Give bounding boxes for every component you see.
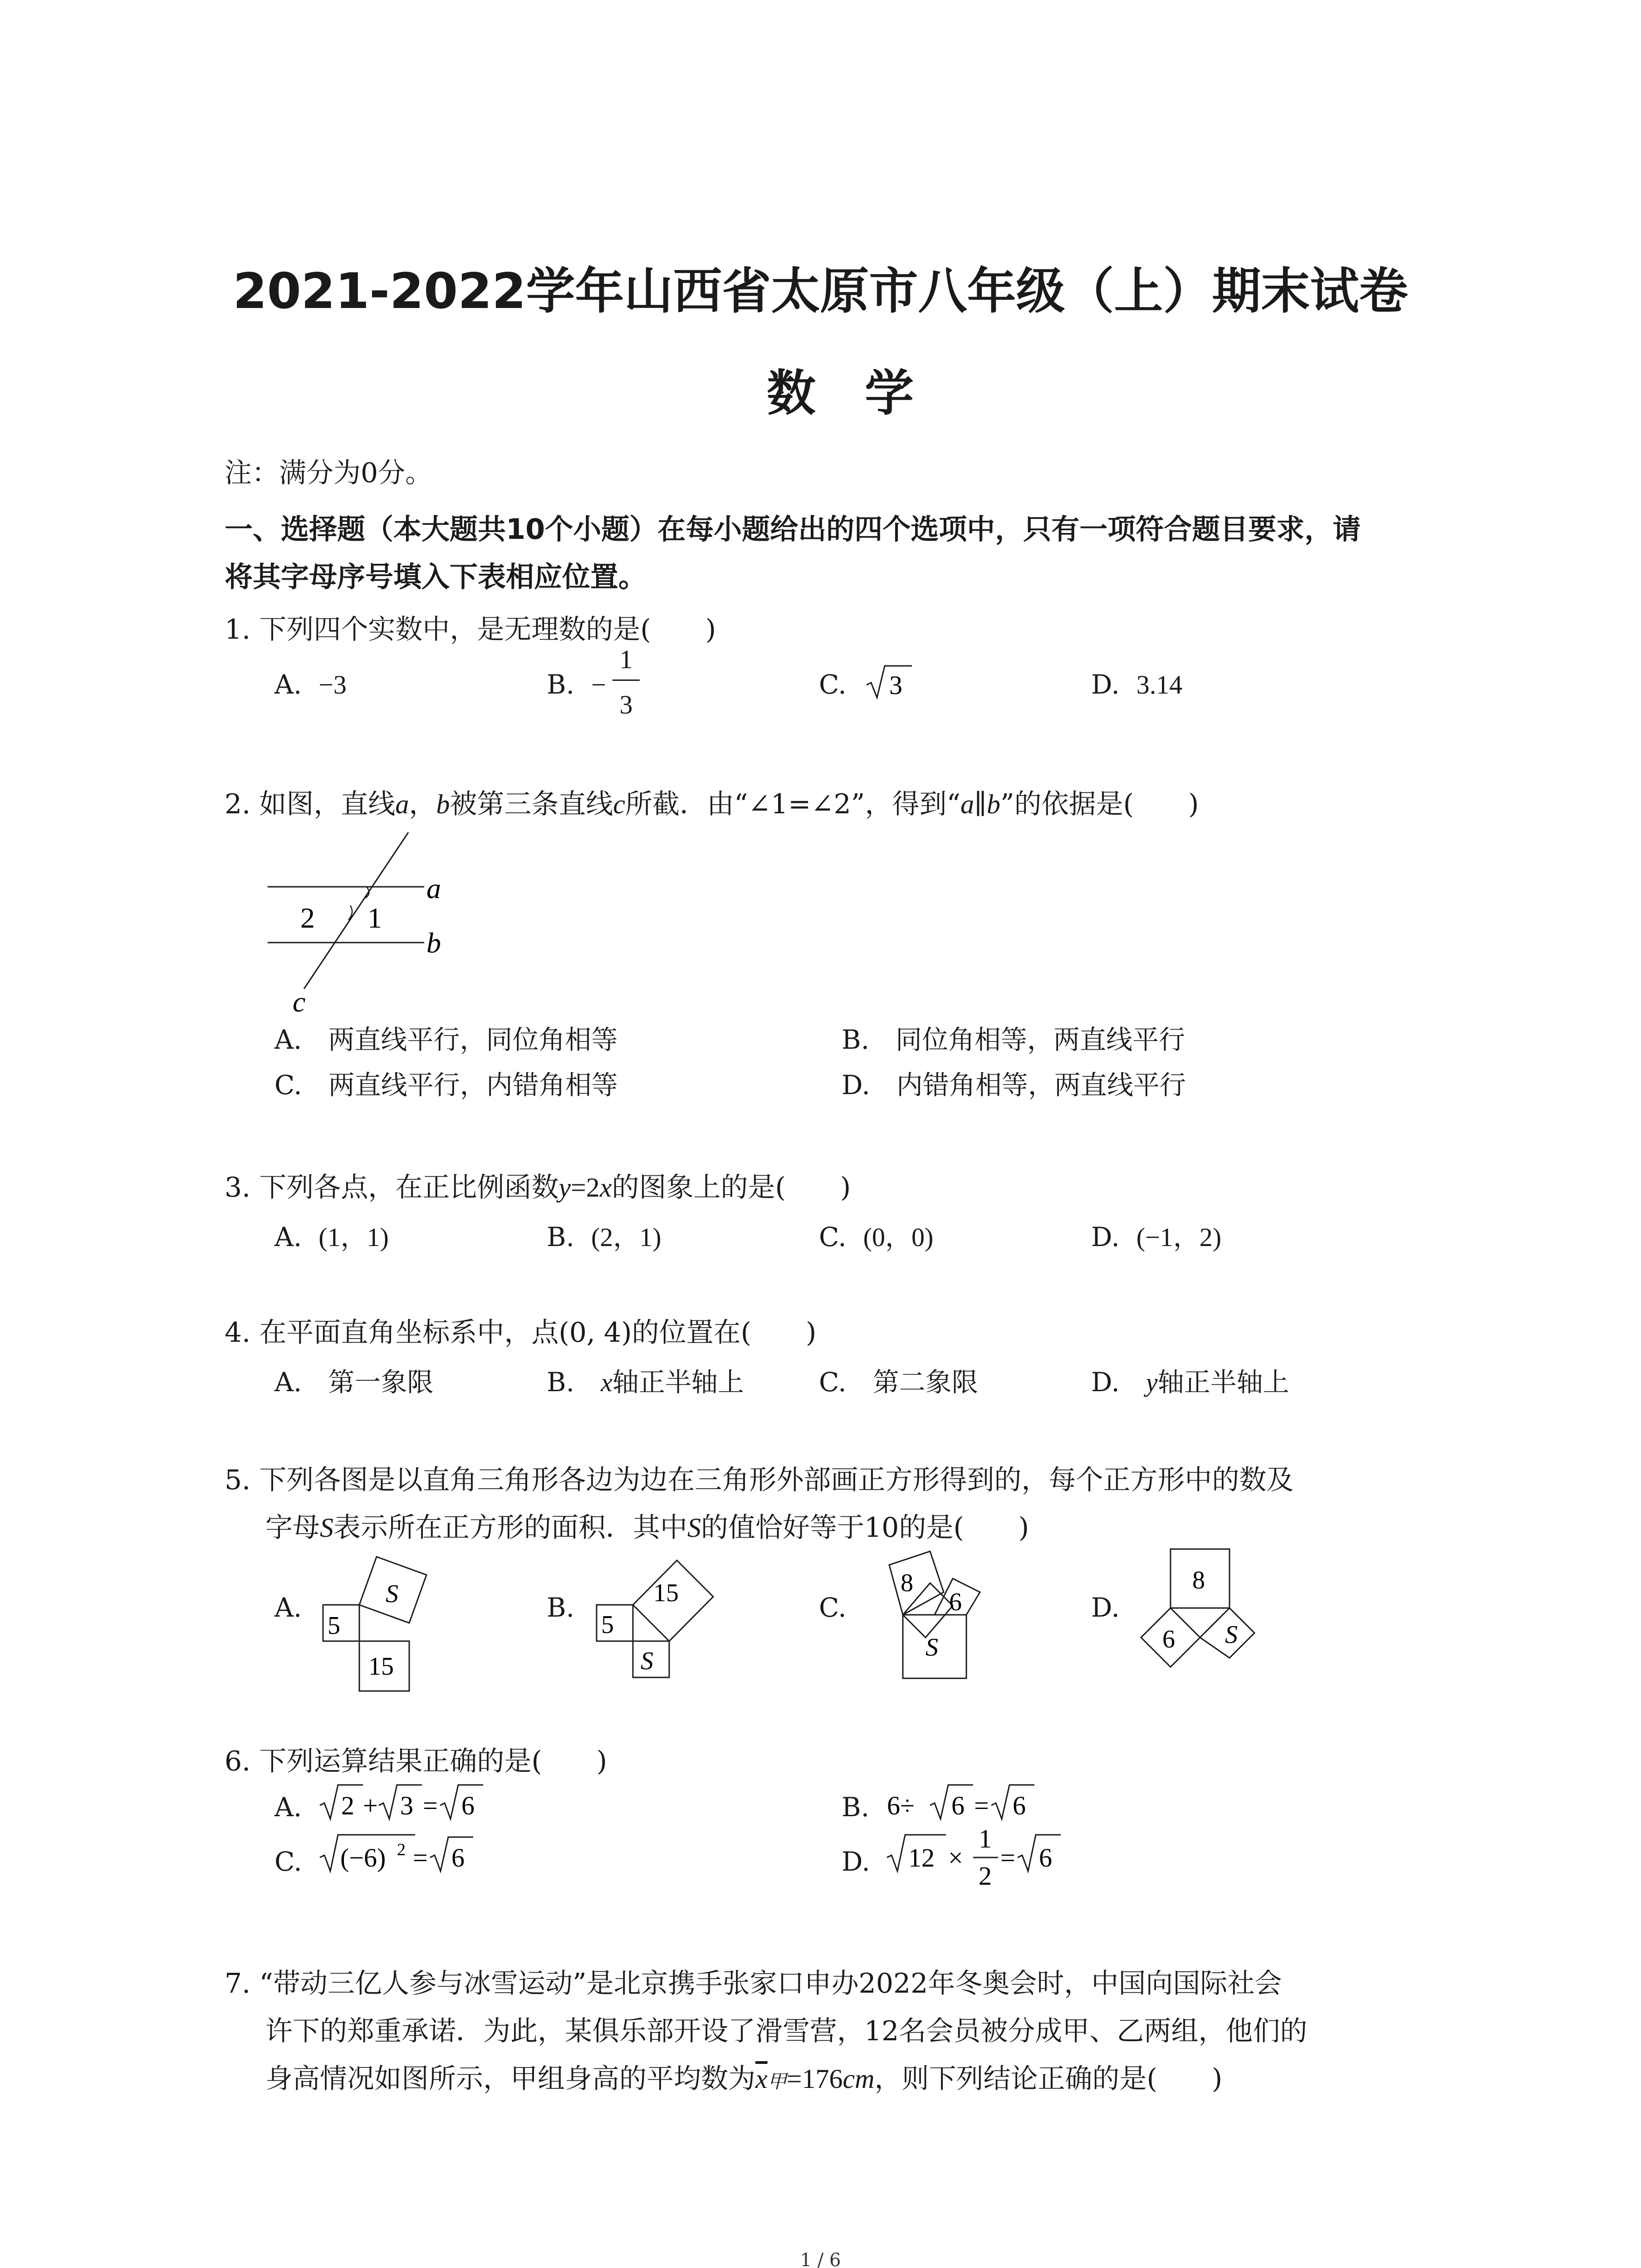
- svg-text:=: =: [423, 1791, 438, 1820]
- q6-option-d: D.: [842, 1846, 870, 1877]
- svg-text:+: +: [363, 1791, 378, 1820]
- svg-text:8: 8: [901, 1569, 913, 1597]
- q1-stem: 1. 下列四个实数中，是无理数的是( ): [225, 614, 716, 645]
- svg-text:6: 6: [951, 1791, 965, 1820]
- q2-line-c-label: c: [293, 986, 306, 1016]
- q5-stem-line1: 5. 下列各图是以直角三角形各边为边在三角形外部画正方形得到的，每个正方形中的数及: [225, 1464, 1294, 1496]
- q1-option-a: A. −3: [274, 669, 347, 700]
- svg-text:×: ×: [948, 1843, 963, 1872]
- q5-option-c: C.: [819, 1592, 847, 1623]
- svg-text:S: S: [926, 1633, 938, 1662]
- q4-option-b: B. x轴正半轴上: [547, 1367, 744, 1398]
- svg-text:S: S: [386, 1580, 398, 1608]
- q5-figure-b: [590, 1538, 735, 1692]
- q2-line-b-label: b: [426, 927, 441, 959]
- q6-stem: 6. 下列运算结果正确的是( ): [225, 1745, 607, 1777]
- q1-c-sqrt: [864, 662, 914, 703]
- q2-option-a: A. 两直线平行，同位角相等: [274, 1024, 618, 1055]
- section-heading-line1: 一、选择题（本大题共10个小题）在每小题给出的四个选项中，只有一项符合题目要求，请: [225, 513, 1361, 546]
- q2-option-d: D. 内错角相等，两直线平行: [842, 1070, 1186, 1100]
- q2-stem: 2. 如图，直线a，b被第三条直线c所截．由“∠1=∠2”，得到“a∥b”的依据是( ): [225, 788, 1199, 820]
- q3-option-b: B. (2，1): [547, 1222, 661, 1252]
- q1-b-numerator: 1: [619, 645, 633, 674]
- q1-option-d: D. 3.14: [1091, 669, 1183, 700]
- q1-option-c: C.: [819, 669, 847, 700]
- q4-option-d: D. y轴正半轴上: [1091, 1367, 1289, 1398]
- q2-angle-1-label: 1: [367, 902, 382, 934]
- svg-text:5: 5: [328, 1612, 340, 1640]
- q3-option-c: C. (0，0): [819, 1222, 934, 1252]
- q7-stem-line2: 许下的郑重承诺．为此，某俱乐部开设了滑雪营，12名会员被分成甲、乙两组，他们的: [265, 2015, 1308, 2047]
- svg-text:S: S: [1225, 1621, 1238, 1649]
- q1-b-fraction-bar: [612, 679, 640, 681]
- q3-stem: 3. 下列各点，在正比例函数y=2x的图象上的是( ): [225, 1172, 851, 1203]
- svg-text:12: 12: [908, 1843, 935, 1872]
- q2-angle-2-label: 2: [300, 902, 315, 934]
- q6-d-expression: [885, 1817, 1112, 1894]
- svg-text:2: 2: [341, 1791, 354, 1820]
- q6-option-c: C.: [274, 1846, 302, 1877]
- svg-text:2: 2: [979, 1861, 992, 1891]
- svg-text:=: =: [974, 1791, 989, 1820]
- score-note: 注：满分为0分。: [225, 457, 433, 489]
- q2-option-c: C. 两直线平行，内错角相等: [274, 1070, 618, 1100]
- q4-option-a: A. 第一象限: [274, 1367, 434, 1398]
- section-heading-line2: 将其字母序号填入下表相应位置。: [225, 560, 647, 593]
- svg-text:8: 8: [1192, 1566, 1205, 1594]
- q2-line-a-label: a: [426, 872, 441, 904]
- q5-option-a: A.: [274, 1592, 302, 1623]
- q5-option-d: D.: [1091, 1592, 1120, 1623]
- q3-option-d: D. (−1，2): [1091, 1222, 1222, 1252]
- q6-option-a: A.: [274, 1792, 302, 1823]
- q3-option-a: A. (1，1): [274, 1222, 389, 1252]
- svg-text:6: 6: [1013, 1791, 1026, 1820]
- svg-text:6: 6: [1039, 1843, 1052, 1872]
- q1-b-denominator: 3: [619, 690, 633, 719]
- q4-stem: 4. 在平面直角坐标系中，点(0, 4)的位置在( ): [225, 1317, 817, 1349]
- svg-text:3: 3: [889, 670, 902, 700]
- q1-option-b: B. −: [547, 669, 606, 700]
- svg-text:2: 2: [397, 1840, 406, 1859]
- q6-option-b: B.: [842, 1792, 870, 1823]
- svg-text:1: 1: [979, 1824, 992, 1853]
- svg-text:(−6): (−6): [340, 1843, 386, 1872]
- q5-stem-line2: 字母S表示所在正方形的面积．其中S的值恰好等于10的是( ): [265, 1512, 1029, 1544]
- q6-a-expression: [318, 1780, 526, 1826]
- svg-text:6: 6: [949, 1588, 962, 1616]
- svg-text:15: 15: [653, 1579, 679, 1607]
- q7-stem-line1: 7. “带动三亿人参与冰雪运动”是北京携手张家口申办2022年冬奥会时，中国向国际社会: [225, 1968, 1282, 1999]
- svg-text:6÷: 6÷: [887, 1791, 915, 1820]
- q6-c-expression: [318, 1828, 526, 1878]
- page-title: 2021-2022学年山西省太原市八年级（上）期末试卷: [233, 263, 1408, 320]
- svg-text:6: 6: [1162, 1625, 1175, 1653]
- q4-option-c: C. 第二象限: [819, 1367, 978, 1398]
- svg-text:3: 3: [400, 1791, 413, 1820]
- subject-title: 数 学: [767, 365, 914, 422]
- svg-text:6: 6: [451, 1843, 465, 1872]
- q2-figure: [259, 826, 495, 1016]
- q7-mean-symbol: $\overline{x}$: [755, 2064, 768, 2094]
- svg-text:15: 15: [368, 1652, 394, 1681]
- q1-option-a-value: −3: [318, 670, 347, 699]
- svg-text:=: =: [1000, 1843, 1015, 1872]
- svg-text:S: S: [641, 1647, 653, 1675]
- svg-text:=: =: [413, 1843, 428, 1872]
- q5-option-b: B.: [547, 1592, 575, 1623]
- svg-text:6: 6: [461, 1791, 475, 1820]
- page-number: 1 / 6: [800, 2250, 841, 2268]
- q2-option-b: B. 同位角相等，两直线平行: [842, 1024, 1185, 1055]
- svg-text:5: 5: [601, 1611, 614, 1639]
- q7-stem-line3: 身高情况如图所示，甲组身高的平均数为$\overline{x}$甲=176cm，则下列结论正确的是( ): [265, 2063, 1223, 2095]
- q5-figure-c: [867, 1542, 1003, 1687]
- q5-figure-a: [318, 1551, 463, 1696]
- q5-figure-d: [1134, 1542, 1279, 1678]
